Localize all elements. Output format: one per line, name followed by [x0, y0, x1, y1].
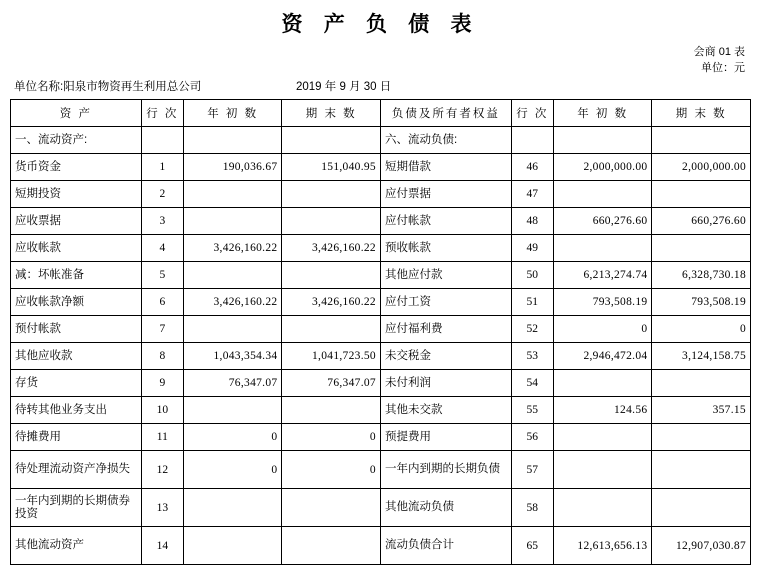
asset-item-label: 应收帐款净额: [11, 289, 142, 316]
asset-item-label: 应收帐款: [11, 235, 142, 262]
table-row: [11, 208, 751, 235]
asset-begin-value: [183, 489, 282, 527]
asset-end-value: 1,041,723.50: [282, 343, 381, 370]
liability-end-value: 793,508.19: [652, 289, 751, 316]
liability-begin-value: [553, 127, 652, 154]
asset-line-no: 5: [141, 262, 183, 289]
liability-begin-value: 793,508.19: [553, 289, 652, 316]
asset-line-no: 13: [141, 489, 183, 527]
asset-item-label: 其他流动资产: [11, 527, 142, 565]
asset-begin-value: 3,426,160.22: [183, 289, 282, 316]
table-row: [11, 343, 751, 370]
liability-line-no: 53: [511, 343, 553, 370]
asset-end-value: [282, 527, 381, 565]
liability-line-no: 47: [511, 181, 553, 208]
asset-line-no: 12: [141, 451, 183, 489]
table-row: [11, 289, 751, 316]
liability-begin-value: [553, 451, 652, 489]
asset-line-no: 8: [141, 343, 183, 370]
liability-line-no: 49: [511, 235, 553, 262]
asset-begin-value: 0: [183, 424, 282, 451]
liability-item-label: 应付福利费: [380, 316, 511, 343]
liability-begin-value: 12,613,656.13: [553, 527, 652, 565]
report-date: 2019 年 9 月 30 日: [296, 81, 392, 93]
liability-begin-value: [553, 370, 652, 397]
liability-end-value: 2,000,000.00: [652, 154, 751, 181]
table-row: [11, 262, 751, 289]
asset-item-label: 其他应收款: [11, 343, 142, 370]
asset-begin-value: [183, 127, 282, 154]
asset-end-value: 0: [282, 451, 381, 489]
asset-begin-value: [183, 397, 282, 424]
liability-line-no: 48: [511, 208, 553, 235]
liability-line-no: 52: [511, 316, 553, 343]
liability-end-value: [652, 489, 751, 527]
liability-line-no: 56: [511, 424, 553, 451]
asset-item-label: 待转其他业务支出: [11, 397, 142, 424]
asset-begin-value: [183, 316, 282, 343]
table-row: [11, 127, 751, 154]
liability-line-no: 65: [511, 527, 553, 565]
asset-end-value: [282, 127, 381, 154]
liability-item-label: 其他流动负债: [380, 489, 511, 527]
liability-end-value: 6,328,730.18: [652, 262, 751, 289]
table-row: [11, 154, 751, 181]
liability-end-value: [652, 451, 751, 489]
liability-end-value: 3,124,158.75: [652, 343, 751, 370]
liability-line-no: 50: [511, 262, 553, 289]
asset-end-value: [282, 208, 381, 235]
table-row: [11, 235, 751, 262]
header-liabilities: 负债及所有者权益: [380, 100, 511, 127]
table-row: [11, 527, 751, 565]
page-title: 资 产 负 债 表: [281, 12, 480, 36]
asset-line-no: 6: [141, 289, 183, 316]
liability-begin-value: 2,946,472.04: [553, 343, 652, 370]
asset-line-no: 9: [141, 370, 183, 397]
asset-item-label: 减：坏帐准备: [11, 262, 142, 289]
asset-begin-value: [183, 527, 282, 565]
liability-end-value: 660,276.60: [652, 208, 751, 235]
liability-item-label: 未交税金: [380, 343, 511, 370]
asset-line-no: 7: [141, 316, 183, 343]
form-code: 会商 01 表: [693, 46, 745, 58]
asset-end-value: [282, 262, 381, 289]
liability-begin-value: 2,000,000.00: [553, 154, 652, 181]
liability-begin-value: [553, 235, 652, 262]
liability-line-no: 58: [511, 489, 553, 527]
asset-end-value: [282, 181, 381, 208]
asset-line-no: 3: [141, 208, 183, 235]
header-line-no-left: 行 次: [141, 100, 183, 127]
liability-item-label: 短期借款: [380, 154, 511, 181]
asset-end-value: [282, 316, 381, 343]
asset-begin-value: 76,347.07: [183, 370, 282, 397]
asset-item-label: 一年内到期的长期债券投资: [11, 489, 142, 527]
asset-end-value: 76,347.07: [282, 370, 381, 397]
liability-end-value: [652, 424, 751, 451]
unit-name: 单位名称:阳泉市物资再生利用总公司: [14, 81, 202, 93]
asset-end-value: 3,426,160.22: [282, 289, 381, 316]
liability-end-value: [652, 370, 751, 397]
liability-begin-value: [553, 424, 652, 451]
liability-end-value: 12,907,030.87: [652, 527, 751, 565]
liability-begin-value: [553, 181, 652, 208]
liability-end-value: [652, 181, 751, 208]
asset-item-label: 存货: [11, 370, 142, 397]
balance-sheet-table: [10, 99, 751, 565]
asset-end-value: 3,426,160.22: [282, 235, 381, 262]
asset-begin-value: 0: [183, 451, 282, 489]
asset-begin-value: 3,426,160.22: [183, 235, 282, 262]
header-assets: 资 产: [11, 100, 142, 127]
liability-item-label: 应付帐款: [380, 208, 511, 235]
liability-line-no: 54: [511, 370, 553, 397]
asset-item-label: 预付帐款: [11, 316, 142, 343]
header-end-right: 期 末 数: [652, 100, 751, 127]
liability-end-value: [652, 235, 751, 262]
liability-item-label: 其他未交款: [380, 397, 511, 424]
asset-begin-value: [183, 181, 282, 208]
asset-item-label: 待处理流动资产净损失: [11, 451, 142, 489]
liability-end-value: 357.15: [652, 397, 751, 424]
table-row: [11, 316, 751, 343]
liability-item-label: 未付利润: [380, 370, 511, 397]
liability-line-no: [511, 127, 553, 154]
liability-line-no: 46: [511, 154, 553, 181]
liability-end-value: 0: [652, 316, 751, 343]
asset-end-value: 151,040.95: [282, 154, 381, 181]
asset-item-label: 待摊费用: [11, 424, 142, 451]
asset-line-no: [141, 127, 183, 154]
asset-item-label: 短期投资: [11, 181, 142, 208]
liability-end-value: [652, 127, 751, 154]
table-row: [11, 489, 751, 527]
asset-begin-value: [183, 208, 282, 235]
table-row: [11, 370, 751, 397]
asset-line-no: 2: [141, 181, 183, 208]
form-meta: [10, 44, 751, 76]
header-line-no-right: 行 次: [511, 100, 553, 127]
liability-begin-value: [553, 489, 652, 527]
asset-line-no: 1: [141, 154, 183, 181]
liability-item-label: 应付工资: [380, 289, 511, 316]
liability-item-label: 一年内到期的长期负债: [380, 451, 511, 489]
liability-begin-value: 0: [553, 316, 652, 343]
header-end-left: 期 末 数: [282, 100, 381, 127]
header-begin-left: 年 初 数: [183, 100, 282, 127]
asset-item-label: 应收票据: [11, 208, 142, 235]
liability-begin-value: 6,213,274.74: [553, 262, 652, 289]
liability-begin-value: 660,276.60: [553, 208, 652, 235]
liability-item-label: 预收帐款: [380, 235, 511, 262]
currency-unit: 单位：元: [701, 62, 745, 74]
asset-begin-value: 1,043,354.34: [183, 343, 282, 370]
liability-item-label: 六、流动负债:: [380, 127, 511, 154]
asset-item-label: 一、流动资产:: [11, 127, 142, 154]
table-row: [11, 397, 751, 424]
liability-item-label: 流动负债合计: [380, 527, 511, 565]
asset-line-no: 4: [141, 235, 183, 262]
asset-begin-value: 190,036.67: [183, 154, 282, 181]
meta-row: [10, 78, 751, 96]
liability-line-no: 55: [511, 397, 553, 424]
liability-line-no: 57: [511, 451, 553, 489]
liability-begin-value: 124.56: [553, 397, 652, 424]
liability-item-label: 预提费用: [380, 424, 511, 451]
table-row: [11, 424, 751, 451]
asset-end-value: [282, 397, 381, 424]
asset-begin-value: [183, 262, 282, 289]
header-begin-right: 年 初 数: [553, 100, 652, 127]
liability-item-label: 应付票据: [380, 181, 511, 208]
table-row: [11, 451, 751, 489]
asset-end-value: [282, 489, 381, 527]
table-header-row: [11, 100, 751, 127]
liability-item-label: 其他应付款: [380, 262, 511, 289]
table-row: [11, 181, 751, 208]
asset-line-no: 14: [141, 527, 183, 565]
asset-line-no: 11: [141, 424, 183, 451]
asset-end-value: 0: [282, 424, 381, 451]
asset-item-label: 货币资金: [11, 154, 142, 181]
liability-line-no: 51: [511, 289, 553, 316]
asset-line-no: 10: [141, 397, 183, 424]
